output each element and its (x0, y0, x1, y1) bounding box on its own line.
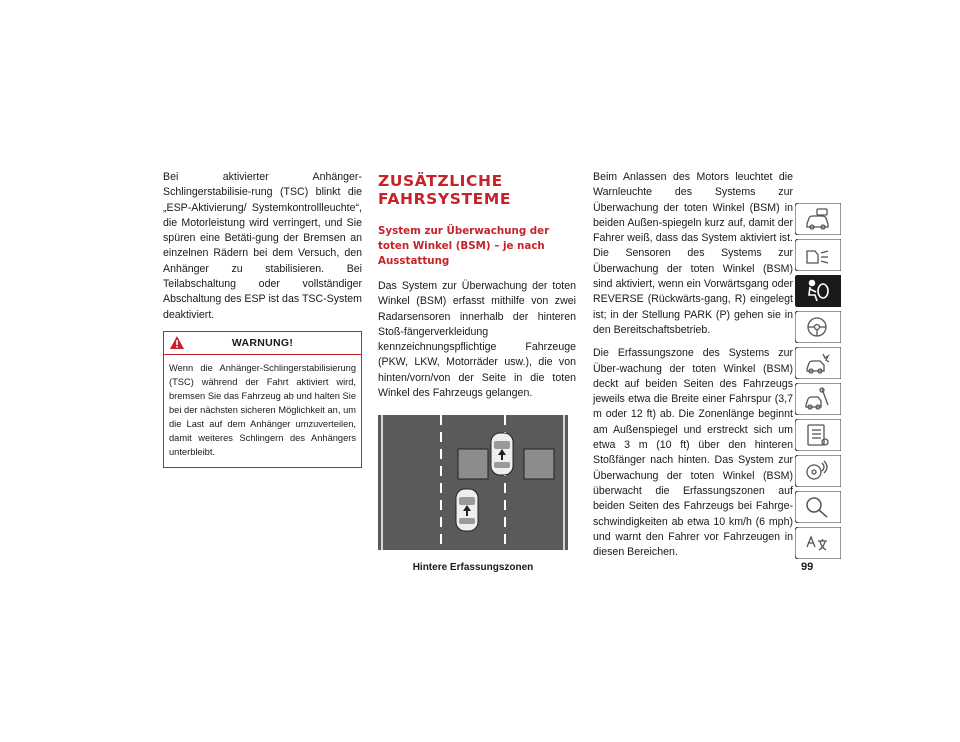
tab-getting-to-know-vehicle[interactable] (795, 203, 841, 235)
tab-customer-assistance[interactable] (795, 491, 841, 523)
checklist-icon (804, 423, 830, 447)
chapter-tabs (795, 203, 841, 563)
steering-wheel-icon (804, 315, 830, 339)
car-lights-icon (804, 243, 830, 267)
airbag-seat-icon (804, 279, 830, 303)
multimedia-icon (804, 459, 830, 483)
bsm-figure (378, 415, 568, 575)
tab-in-case-of-emergency[interactable] (795, 347, 841, 379)
tab-instrument-panel[interactable] (795, 239, 841, 271)
car-crash-icon (804, 351, 830, 375)
warning-triangle-icon (169, 335, 185, 350)
tab-technical-specifications[interactable] (795, 419, 841, 451)
warning-header (164, 332, 361, 355)
detection-zone-right (524, 449, 554, 479)
tab-index[interactable] (795, 527, 841, 559)
warning-box (163, 331, 362, 468)
tab-starting-and-operating[interactable] (795, 311, 841, 343)
tsc-paragraph: Bei aktivierter Anhänger-Schlingerstabilisie-rung (TSC) blinkt die „ESP-Aktivierung/ Systemkontrollleuchte“, die Motorleistung wird verringert, und Sie spüren eine Betäti-gung der Bremsen an einzelnen Rädern bei dem Versuch, den Anhänger zu stabilisieren. Bei Teilabschaltung oder vollständiger Abschaltung des ESP ist das TSC-System deaktiviert. (163, 171, 362, 321)
tab-multimedia[interactable] (795, 455, 841, 487)
car-front (491, 433, 513, 475)
detection-zones-illustration (378, 415, 568, 550)
column-middle (378, 170, 576, 575)
subsection-title: System zur Überwachung der toten Winkel (BSM) – je nach Ausstattung (378, 225, 550, 267)
car-wrench-icon (804, 387, 830, 411)
section-title: ZUSÄTZLICHE FAHRSYSTEME (378, 172, 512, 208)
column-right (593, 170, 793, 568)
car-dashboard-icon (804, 207, 830, 231)
warning-text: Wenn die Anhänger-Schlingerstabilisierung (TSC) während der Fahrt aktiviert wird, bremsen Sie das Fahrzeug ab und halten Sie bei der nächsten sicheren Möglichkeit an, um die Last auf dem Anhänger umzuverteilen, damit weiteres Schlingern des Anhängers unterbleibt. (169, 362, 356, 457)
detection-zone-left (458, 449, 488, 479)
warning-title: WARNUNG! (231, 336, 294, 349)
tab-safety[interactable] (795, 275, 841, 307)
figure-caption: Hintere Erfassungszonen (412, 561, 534, 573)
tab-servicing-and-maintenance[interactable] (795, 383, 841, 415)
car-rear (456, 489, 478, 531)
bsm-zone-paragraph: Die Erfassungszone des Systems zur Über-wachung der toten Winkel (BSM) deckt auf beiden Seiten des Fahrzeugs jeweils etwa die Breite einer Fahrspur (3,7 m oder 12 ft) ab. Die Zonenlänge beginnt am Außenspiegel und erstreckt sich um etwa 3 m (10 ft) über den hinteren Stoßfänger nach hinten. Das System zur Überwachung der toten Winkel (BSM) überwacht die Erfassungszonen auf beiden Seiten des Fahrzeugs bei Fahrge-schwindigkeiten ab etwa 10 km/h (6 mph) und warnt den Fahrer vor Fahrzeugen in diesen Bereichen. (593, 347, 793, 559)
magnifier-icon (804, 495, 830, 519)
column-left (163, 170, 362, 468)
language-icon (804, 531, 830, 555)
bsm-startup-paragraph: Beim Anlassen des Motors leuchtet die Warnleuchte des Systems zur Überwachung der toten Winkel (BSM) in beiden Außen-spiegeln kurz auf, damit der Fahrer weiß, dass das System aktiviert ist. Die Sensoren des Systems zur Überwachung der toten Winkel (BSM) sind aktiviert, wenn ein Vorwärtsgang oder REVERSE (Rückwärts-gang, R) eingelegt ist; in der Stellung PARK (P) gehen sie in den Bereitschaftsbetrieb. (593, 171, 793, 336)
bsm-paragraph: Das System zur Überwachung der toten Winkel (BSM) erfasst mithilfe von zwei Radarsensoren innerhalb der hinteren Stoß-fängerverkleidung kennzeichnungspflichtige Fahrzeuge (PKW, LKW, Motorräder usw.), die von hinten/vorn/von der Seite in die toten Winkel des Fahrzeugs gelangen. (378, 280, 576, 400)
page-number: 99 (801, 561, 814, 573)
